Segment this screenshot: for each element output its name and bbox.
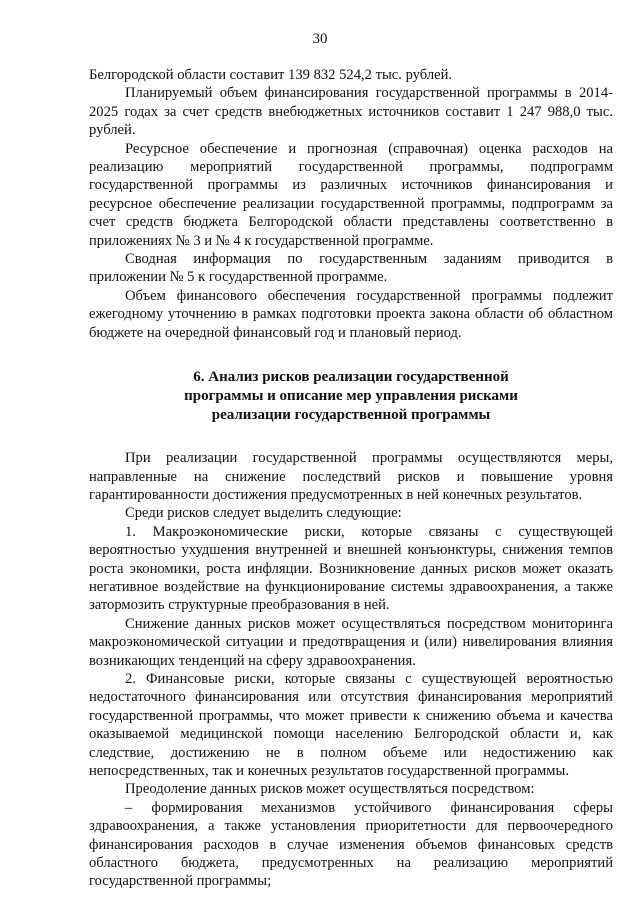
paragraph: Ресурсное обеспечение и прогнозная (справочная) оценка расходов на реализацию мероприятий государственной программы, подпрограмм государственной программы из различных источников финансирования и ресурсное обеспечение реализации государственной программы, подпрограмм за счет средств бюджета Белгородской области представлены соответственно в приложениях № 3 и № 4 к государственной программе. (89, 140, 613, 249)
document-body (89, 66, 613, 891)
section-heading-line: реализации государственной программы (211, 407, 491, 424)
paragraph: 1. Макроэкономические риски, которые связаны с существующей вероятностью ухудшения внутренней и внешней конъюнктуры, снижения темпов роста экономики, роста инфляции. Возникновение данных рисков может оказать негативное воздействие на функционирование системы здравоохранения, а также затормозить структурные преобразования в ней. (89, 523, 613, 614)
paragraph: При реализации государственной программы осуществляются меры, направленные на снижение последствий рисков и повышение уровня гарантированности достижения предусмотренных в ней конечных результатов. (89, 450, 613, 503)
list-item: – формирования механизмов устойчивого финансирования сферы здравоохранения, а также установления приоритетности для первоочередного финансирования расходов в случае изменения объемов финансовых средств областного бюджета, предусмотренных на реализацию мероприятий государственной программы; (89, 799, 613, 890)
section-heading (89, 368, 613, 425)
paragraph: Сводная информация по государственным заданиям приводится в приложении № 5 к государственной программе. (89, 251, 613, 286)
page-number: 30 (312, 31, 328, 47)
paragraph: Снижение данных рисков может осуществляться посредством мониторинга макроэкономической ситуации и предотвращения и (или) нивелирования влияния возникающих тенденций на сферу здравоохранения. (89, 615, 613, 669)
paragraph: Объем финансового обеспечения государственной программы подлежит ежегодному уточнению в рамках подготовки проекта закона области об областном бюджете на очередной финансовый год и плановый период. (89, 287, 613, 341)
section-heading-line: 6. Анализ рисков реализации государственной (193, 369, 509, 386)
paragraph: 2. Финансовые риски, которые связаны с существующей вероятностью недостаточного финансирования или отсутствия финансирования мероприятий государственной программы, что может привести к снижению объема и качества оказываемой медицинской помощи населению Белгородской области и, как следствие, достижению не в полном объеме или недостижению как непосредственных, так и конечных результатов государственной программы. (89, 670, 613, 779)
section-heading-line: программы и описание мер управления рисками (184, 388, 518, 405)
paragraph: Преодоление данных рисков может осуществляться посредством: (125, 781, 535, 798)
paragraph: Среди рисков следует выделить следующие: (125, 505, 402, 522)
paragraph: Белгородской области составит 139 832 524,2 тыс. рублей. (89, 67, 453, 83)
paragraph: Планируемый объем финансирования государственной программы в 2014-2025 годах за счет средств внебюджетных источников составит 1 247 988,0 тыс. рублей. (89, 85, 613, 139)
